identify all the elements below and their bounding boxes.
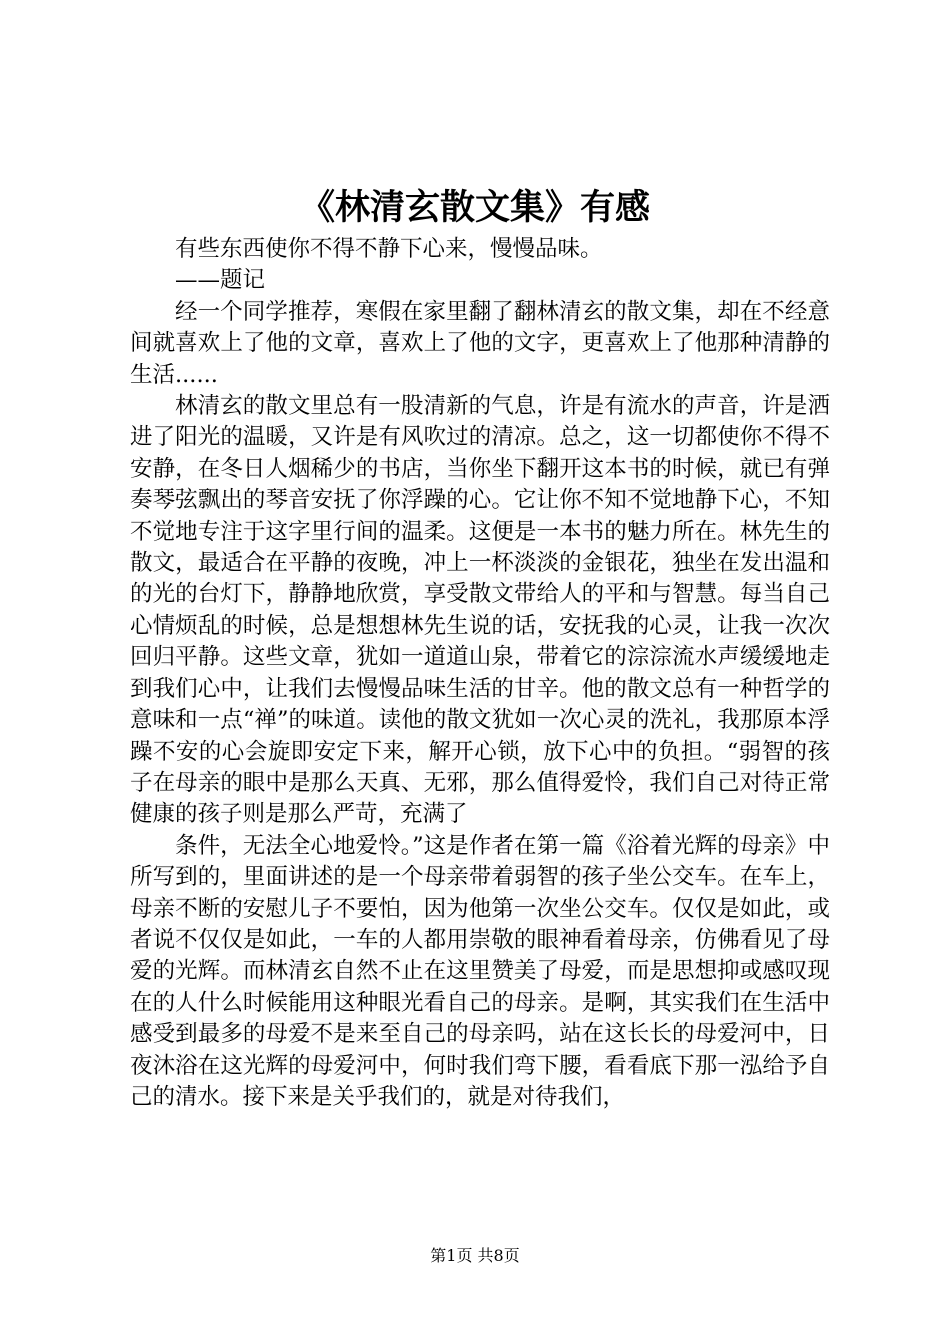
epigraph-attribution: ——题记 xyxy=(175,267,266,294)
body-paragraph: 条件，无法全心地爱怜。”这是作者在第一篇《浴着光辉的母亲》中所写到的，里面讲述的是一个母亲带着弱智的孩子坐公交车。在车上，母亲不断的安慰儿子不要怕，因为他第一次坐公交车。仅仅是如此，或者说不仅仅是如此，一车的人都用崇敬的眼神看着母亲，仿佛看见了母爱的光辉。而林清玄自然不止在这里赞美了母爱，而是思想抑或感叹现在的人什么时候能用这种眼光看自己的母亲。是啊，其实我们在生活中感受到最多的母爱不是来至自己的母亲吗，站在这长长的母爱河中，日夜沐浴在这光辉的母爱河中，何时我们弯下腰，看看底下那一泓给予自己的清水。接下来是关乎我们的，就是对待我们， xyxy=(130,832,830,1110)
document-body xyxy=(130,234,830,1113)
body-paragraph: 林清玄的散文里总有一股清新的气息，许是有流水的声音，许是洒进了阳光的温暖，又许是有风吹过的清凉。总之，这一切都使你不得不安静，在冬日人烟稀少的书店，当你坐下翻开这本书的时候，就已有弹奏琴弦飘出的琴音安抚了你浮躁的心。它让你不知不觉地静下心，不知不觉地专注于这字里行间的温柔。这便是一本书的魅力所在。林先生的散文，最适合在平静的夜晚，冲上一杯淡淡的金银花，独坐在发出温和的光的台灯下，静静地欣赏，享受散文带给人的平和与智慧。每当自己心情烦乱的时候，总是想想林先生说的话，安抚我的心灵，让我一次次回归平静。这些文章，犹如一道道山泉，带着它的淙淙流水声缓缓地走到我们心中，让我们去慢慢品味生活的甘辛。他的散文总有一种哲学的意味和一点“禅”的味道。读他的散文犹如一次心灵的洗礼，我那原本浮躁不安的心会旋即安定下来，解开心锁，放下心中的负担。“弱智的孩子在母亲的眼中是那么天真、无邪，那么值得爱怜，我们自己对待正常健康的孩子则是那么严苛，充满了 xyxy=(130,393,830,828)
page-title: 《林清玄散文集》有感 xyxy=(299,187,650,228)
body-paragraph: 经一个同学推荐，寒假在家里翻了翻林清玄的散文集，却在不经意间就喜欢上了他的文章，喜欢上了他的文字，更喜欢上了他那种清静的生活...... xyxy=(130,298,830,388)
epigraph: 有些东西使你不得不静下心来，慢慢品味。 xyxy=(175,236,603,262)
page-footer: 第1页 共8页 xyxy=(430,1246,520,1265)
